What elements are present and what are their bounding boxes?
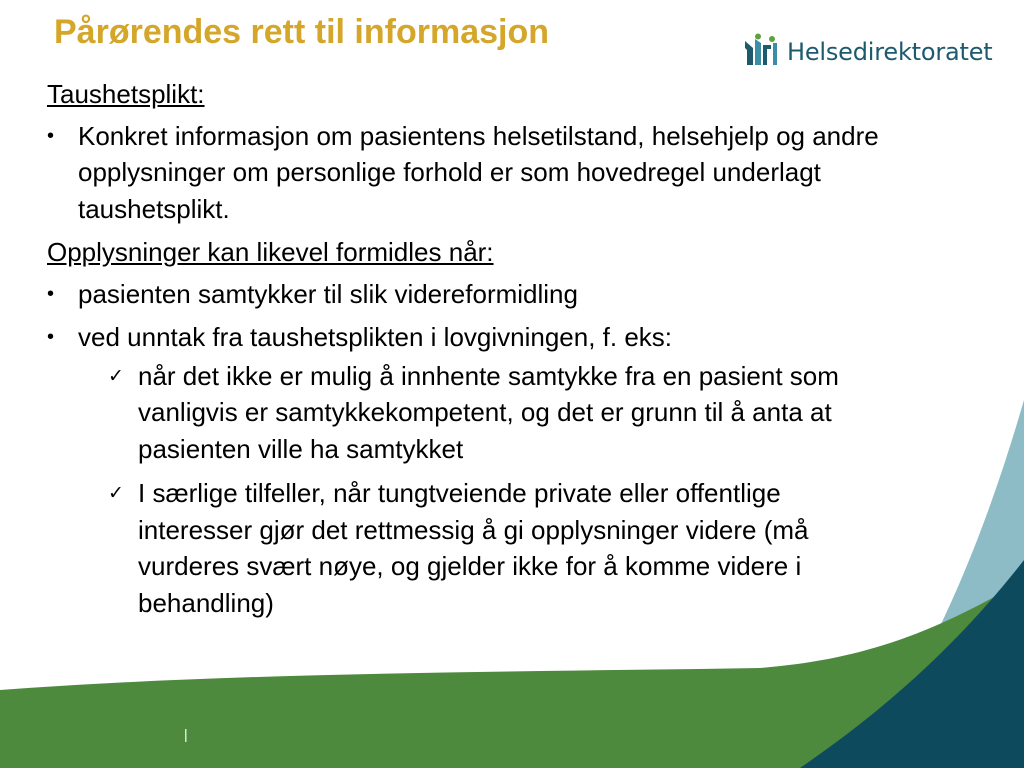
check-item-text: når det ikke er mulig å innhente samtykke fra en pasient som vanligvis er samtykkekompetent, og det er grunn til å anta at pasienten ville ha samtykket: [138, 360, 839, 464]
bullet-list-taushetsplikt: [47, 118, 887, 228]
bullet-list-opplysninger: [47, 276, 887, 622]
logo-text: Helsedirektoratet: [787, 38, 993, 66]
check-item: [78, 475, 887, 621]
checkmark-icon: ✓: [108, 364, 124, 387]
checkmark-icon: ✓: [108, 482, 124, 504]
section-heading-taushetsplikt: Taushetsplikt:: [47, 79, 205, 109]
section-heading-opplysninger: Opplysninger kan likevel formidles når:: [47, 237, 494, 267]
bullet-item: • pasienten samtykker til slik videreformidling: [47, 276, 887, 313]
check-item: [78, 358, 887, 468]
footer-separator: |: [184, 726, 188, 742]
bullet-item-with-sublist: [47, 319, 887, 621]
helsedirektoratet-logo-icon: [742, 33, 780, 71]
bullet-item-text: ved unntak fra taushetsplikten i lovgivningen, f. eks:: [78, 322, 673, 352]
slide-body: [47, 76, 887, 629]
slide-title: Pårørendes rett til informasjon: [54, 13, 549, 51]
check-item-text: I særlige tilfeller, når tungtveiende private eller offentlige interesser gjør det rettmessig å gi opplysninger videre (må vurderes svært nøye, og gjelder ikke for å komme videre i behandling): [138, 478, 809, 618]
helsedirektoratet-logo: [742, 33, 993, 71]
check-list: [78, 358, 887, 622]
bullet-item: • Konkret informasjon om pasientens helsetilstand, helsehjelp og andre opplysninger om personlige forhold er som hovedregel underlagt taushetsplikt.: [47, 118, 887, 228]
